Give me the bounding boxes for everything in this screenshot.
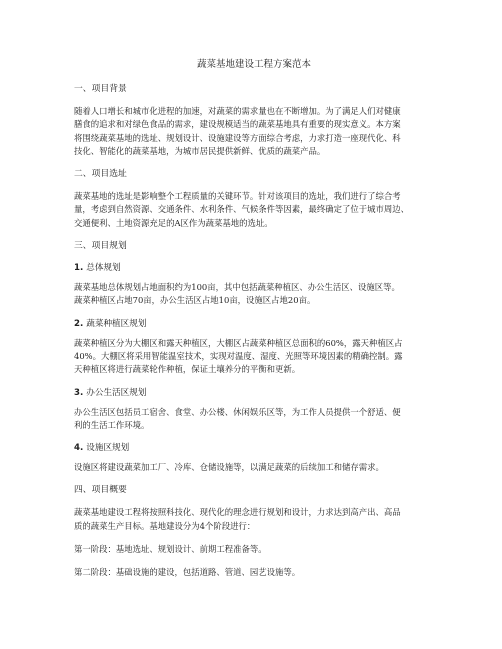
subsection-heading-facility xyxy=(74,442,434,455)
planting-plan-paragraph xyxy=(74,337,434,377)
paragraph-line: 技化、智能化的蔬菜基地，为城市居民提供新鲜、优质的蔬菜产品。 xyxy=(74,145,326,156)
paragraph-line: 天种植区将进行蔬菜轮作种植，保证土壤养分的平衡和更新。 xyxy=(74,364,301,375)
subsection-number: 2. xyxy=(74,318,84,329)
subsection-number: 4. xyxy=(74,443,84,454)
overall-plan-paragraph xyxy=(74,281,434,308)
paragraph-line: 蔬菜种植区占地70亩，办公生活区占地10亩，设施区占地20亩。 xyxy=(74,295,316,306)
paragraph-line: 将围绕蔬菜基地的选址、规划设计、设施建设等方面综合考虑，力求打造一座现代化、科 xyxy=(74,132,401,143)
subsection-title: 办公生活区规划 xyxy=(86,387,147,398)
paragraph-line: 利的生活工作环境。 xyxy=(74,419,150,430)
paragraph-line: 膳食的追求和对绿色食品的需求，建设规模适当的蔬菜基地具有重要的现实意义。本方案 xyxy=(74,119,401,130)
paragraph-line: 质的蔬菜生产目标。基地建设分为4个阶段进行： xyxy=(74,520,256,531)
subsection-heading-overall xyxy=(74,262,434,275)
paragraph-line: 设施区将建设蔬菜加工厂、冷库、仓储设施等，以满足蔬菜的后续加工和储存需求。 xyxy=(74,462,384,473)
paragraph-line: 随着人口增长和城市化进程的加速，对蔬菜的需求量也在不断增加。为了满足人们对健康 xyxy=(74,106,401,116)
paragraph-line: 蔬菜基地总体规划占地面积约为100亩，其中包括蔬菜种植区、办公生活区、设施区等。 xyxy=(74,282,400,293)
paragraph-line: 蔬菜基地的选址是影响整个工程质量的关键环节。针对该项目的选址，我们进行了综合考 xyxy=(74,191,401,202)
paragraph-line: 第二阶段：基础设施的建设，包括道路、管道、园艺设施等。 xyxy=(74,567,301,578)
section-heading-background: 一、项目背景 xyxy=(74,84,127,94)
phase-one-paragraph xyxy=(74,543,434,556)
subsection-title: 设施区规划 xyxy=(86,443,130,454)
section-heading-planning: 三、项目规划 xyxy=(74,241,127,252)
subsection-title: 蔬菜种植区规划 xyxy=(86,318,147,329)
phase-two-paragraph xyxy=(74,566,434,579)
subsection-title: 总体规划 xyxy=(86,263,121,274)
paragraph-line: 办公生活区包括员工宿舍、食堂、办公楼、休闲娱乐区等，为工作人员提供一个舒适、便 xyxy=(74,406,401,417)
subsection-heading-planting xyxy=(74,318,434,331)
paragraph-line: 第一阶段：基地选址、规划设计、前期工程准备等。 xyxy=(74,544,267,555)
paragraph-line: 量，考虑到自然资源、交通条件、水利条件、气候条件等因素，最终确定了位于城市周边、 xyxy=(74,204,409,215)
paragraph-line: 蔬菜基地建设工程将按照科技化、现代化的理念进行规划和设计，力求达到高产出、高品 xyxy=(74,507,401,518)
paragraph-line: 交通便利、土地资源充足的A区作为蔬菜基地的选址。 xyxy=(74,217,273,228)
section-heading-site: 二、项目选址 xyxy=(74,169,127,180)
background-paragraph xyxy=(74,105,434,158)
section-heading-summary: 四、项目概要 xyxy=(74,485,127,496)
site-paragraph xyxy=(74,190,434,230)
subsection-heading-office xyxy=(74,387,434,400)
document-title: 蔬菜基地建设工程方案范本 xyxy=(196,59,311,70)
paragraph-line: 蔬菜种植区分为大棚区和露天种植区，大棚区占蔬菜种植区总面积的60%，露天种植区占 xyxy=(74,337,403,348)
subsection-number: 1. xyxy=(74,263,84,274)
subsection-number: 3. xyxy=(74,387,84,398)
paragraph-line: 40%。大棚区将采用智能温室技术，实现对温度、湿度、光照等环境因素的精确控制。露 xyxy=(74,350,403,361)
summary-paragraph xyxy=(74,506,434,533)
facility-plan-paragraph xyxy=(74,461,434,474)
office-plan-paragraph xyxy=(74,406,434,433)
